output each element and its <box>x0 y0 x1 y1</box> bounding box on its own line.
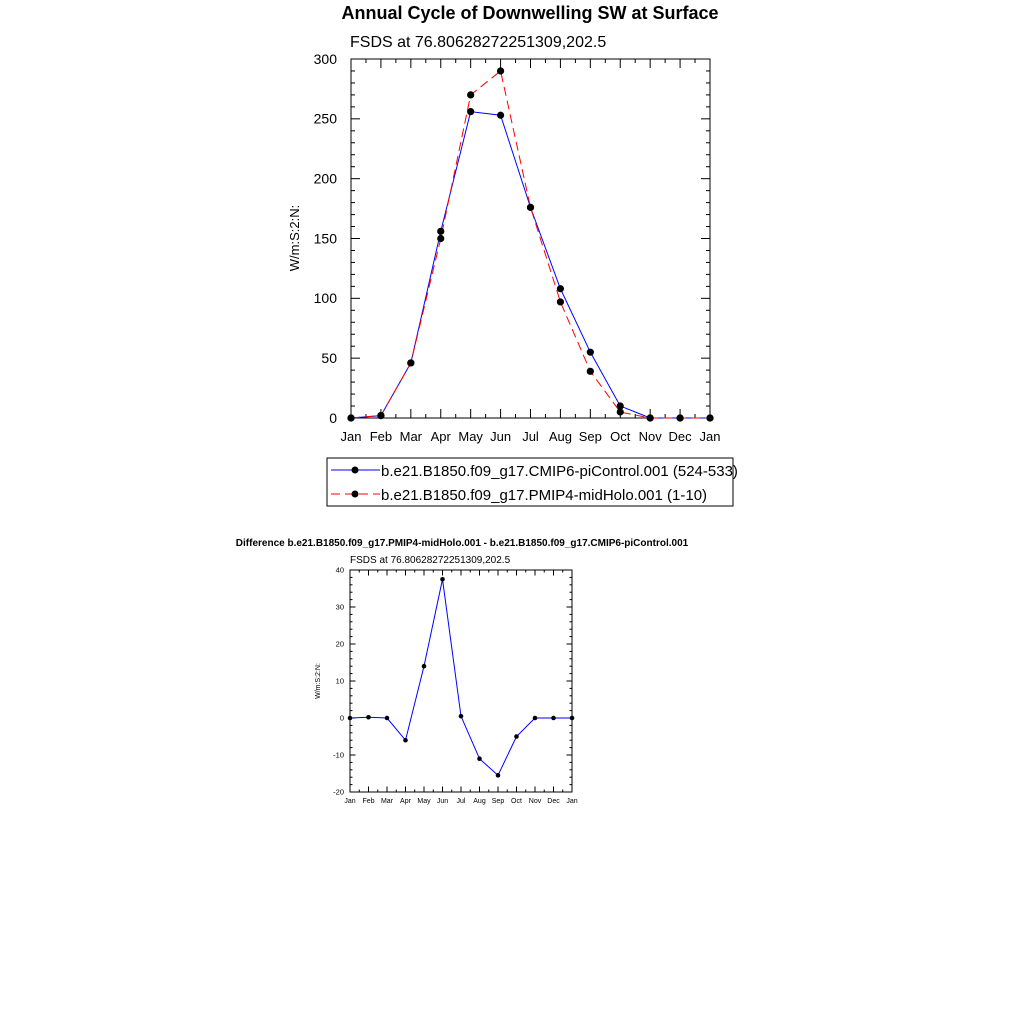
data-point-series-0 <box>467 108 474 115</box>
series-line-0 <box>350 579 572 775</box>
y-tick-label: -20 <box>333 787 344 797</box>
data-point-series-0 <box>366 715 371 720</box>
x-tick-label: Aug <box>473 798 486 805</box>
x-tick-label: Nov <box>528 798 542 805</box>
plot-frame <box>351 59 710 418</box>
x-tick-label: Jun <box>436 798 449 805</box>
legend-label-piControl: b.e21.B1850.f09_g17.CMIP6-piControl.001 (524-533) <box>381 463 738 480</box>
y-tick-label: 40 <box>335 565 344 575</box>
diff-chart-title: Difference b.e21.B1850.f09_g17.PMIP4-midHolo.001 - b.e21.B1850.f09_g17.CMIP6-piControl.001 <box>235 538 689 549</box>
data-point-series-0 <box>348 716 353 721</box>
data-point-series-0 <box>422 664 427 669</box>
diff-y-tick-labels <box>333 566 344 797</box>
data-point-series-0 <box>514 734 519 739</box>
x-tick-label: Nov <box>638 429 662 444</box>
data-point-series-1 <box>557 298 564 305</box>
tick-group <box>351 59 710 418</box>
data-point-series-0 <box>497 112 504 119</box>
series-group <box>347 67 713 421</box>
data-point-series-0 <box>496 773 501 778</box>
x-tick-label: Jun <box>490 429 512 444</box>
y-tick-label: 50 <box>321 350 337 367</box>
data-point-series-0 <box>385 716 390 721</box>
x-tick-label: Mar <box>399 429 423 444</box>
data-point-series-0 <box>459 714 464 719</box>
data-point-series-1 <box>377 412 384 419</box>
data-point-series-0 <box>403 738 408 743</box>
x-tick-label: Apr <box>400 798 411 805</box>
diff-series-group <box>348 577 575 778</box>
x-tick-label: Mar <box>380 798 394 805</box>
y-tick-label: 0 <box>339 713 344 723</box>
legend-marker-piControl <box>352 467 359 474</box>
diff-tick-group <box>350 570 572 792</box>
legend-label-midHolo: b.e21.B1850.f09_g17.PMIP4-midHolo.001 (1-10) <box>381 487 708 504</box>
legend-marker-midHolo <box>352 491 359 498</box>
data-point-series-1 <box>527 204 534 211</box>
data-point-series-0 <box>551 716 556 721</box>
diff-chart-subtitle: FSDS at 76.80628272251309,202.5 <box>350 555 511 566</box>
y-tick-label: 250 <box>313 110 337 127</box>
x-tick-label: Apr <box>430 429 451 444</box>
x-tick-label: May <box>417 798 431 805</box>
x-tick-label: Jan <box>344 798 356 805</box>
data-point-series-0 <box>587 349 594 356</box>
data-point-series-0 <box>437 228 444 235</box>
x-tick-label: Jan <box>340 429 362 444</box>
x-tick-label: Oct <box>511 798 522 805</box>
data-point-series-1 <box>467 91 474 98</box>
data-point-series-1 <box>617 408 624 415</box>
data-point-series-0 <box>557 285 564 292</box>
y-axis-label: W/m:S:2:N: <box>287 204 302 272</box>
diff-y-axis-label: W/m:S:2:N: <box>315 663 322 699</box>
series-line-0 <box>351 112 710 418</box>
chart-title: Annual Cycle of Downwelling SW at Surface <box>341 3 719 23</box>
x-tick-label: Oct <box>610 429 631 444</box>
x-tick-label: Jan <box>566 798 578 805</box>
y-tick-label: 10 <box>335 676 344 686</box>
x-tick-label: Jul <box>456 798 466 805</box>
x-tick-label: Sep <box>491 798 505 805</box>
difference-chart <box>236 538 689 805</box>
data-point-series-1 <box>647 414 654 421</box>
data-point-series-0 <box>533 716 538 721</box>
y-tick-label: 300 <box>313 50 337 67</box>
data-point-series-1 <box>676 414 683 421</box>
x-tick-label: Jan <box>699 429 721 444</box>
legend <box>327 458 738 506</box>
x-tick-label: Sep <box>578 429 602 444</box>
y-tick-label: 20 <box>335 639 344 649</box>
y-tick-label: 30 <box>335 602 344 612</box>
y-tick-label: 100 <box>313 290 337 307</box>
y-tick-labels <box>314 51 338 426</box>
x-tick-label: Jul <box>522 429 539 444</box>
y-tick-label: 0 <box>329 409 337 426</box>
annual-cycle-chart <box>287 3 738 506</box>
data-point-series-1 <box>407 359 414 366</box>
data-point-series-0 <box>440 577 445 582</box>
x-tick-label: Feb <box>369 429 393 444</box>
data-point-series-1 <box>437 235 444 242</box>
data-point-series-1 <box>497 67 504 74</box>
diff-x-tick-labels <box>344 798 577 805</box>
data-point-series-1 <box>587 368 594 375</box>
data-point-series-0 <box>570 716 575 721</box>
chart-subtitle: FSDS at 76.80628272251309,202.5 <box>350 34 607 51</box>
y-tick-label: 150 <box>313 230 337 247</box>
x-tick-label: May <box>458 429 483 444</box>
x-tick-label: Dec <box>547 798 560 805</box>
data-point-series-0 <box>477 756 482 761</box>
x-tick-label: Aug <box>548 429 572 444</box>
data-point-series-1 <box>706 414 713 421</box>
series-line-1 <box>351 71 710 418</box>
data-point-series-1 <box>347 414 354 421</box>
y-tick-label: -10 <box>333 750 344 760</box>
diff-plot-frame <box>350 570 572 792</box>
x-tick-labels <box>341 429 721 444</box>
y-tick-label: 200 <box>313 170 337 187</box>
x-tick-label: Feb <box>362 798 375 805</box>
x-tick-label: Dec <box>668 429 692 444</box>
